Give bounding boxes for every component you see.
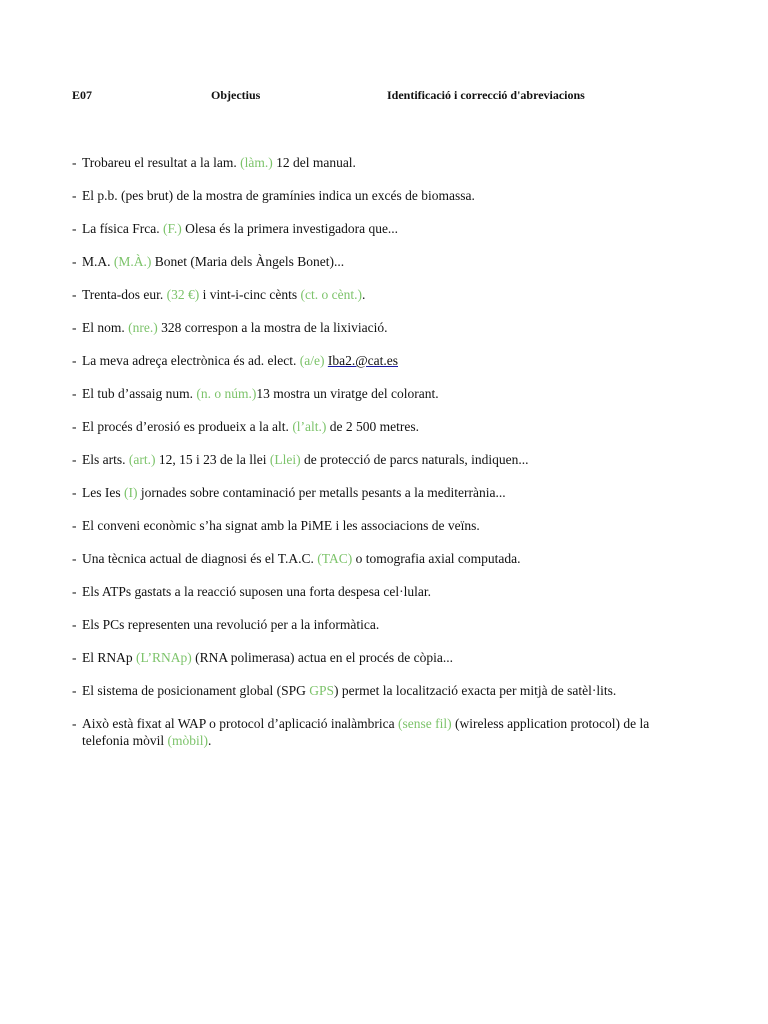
sentence-text: El p.b. (pes brut) de la mostra de gramínies indica un excés de biomassa. [82, 188, 475, 203]
sentence-text: La meva adreça electrònica és ad. elect. [82, 353, 300, 368]
list-item [72, 583, 672, 600]
list-item [72, 286, 672, 303]
sentence-text: Trenta-dos eur. [82, 287, 167, 302]
correction-text: (L’RNAp) [136, 650, 192, 665]
correction-text: GPS [309, 683, 334, 698]
list-item [72, 616, 672, 633]
correction-text: (I) [123, 485, 138, 500]
list-dash: - [72, 452, 77, 467]
sentence-text: ) permet la localització exacta per mitjà de satèl·lits. [334, 683, 617, 698]
sentence-text: Els arts. [82, 452, 129, 467]
list-item [72, 517, 672, 534]
list-item [72, 418, 672, 435]
exercise-title: Identificació i correcció d'abreviacions [387, 88, 585, 102]
sentence-text: 328 correspon a la mostra de la lixiviació. [157, 320, 388, 335]
sentence-text: El conveni econòmic s’ha signat amb la PiME i les associacions de veïns. [82, 518, 480, 533]
correction-text: (F.) [162, 221, 182, 236]
sentence-text: M.A. [82, 254, 114, 269]
list-dash: - [72, 551, 77, 566]
sentence-text: El procés d’erosió es produeix a la alt. [82, 419, 293, 434]
list-dash: - [72, 584, 77, 599]
list-item [72, 451, 672, 468]
sentence-text: 12 del manual. [272, 155, 356, 170]
sentence-text: (wireless application protocol) de la telefonia mòvil [82, 716, 650, 748]
sentence-text: o tomografia axial computada. [352, 551, 521, 566]
list-dash: - [72, 485, 77, 500]
correction-text: (Llei) [269, 452, 301, 467]
objectives-label: Objectius [211, 88, 261, 102]
list-item [72, 187, 672, 204]
list-item [72, 352, 672, 369]
list-dash: - [72, 617, 77, 632]
correction-text: (mòbil) [167, 733, 208, 748]
list-dash: - [72, 419, 77, 434]
sentence-text: Els ATPs gastats a la reacció suposen una forta despesa cel·lular. [82, 584, 432, 599]
sentence-text: El sistema de posicionament global (SPG [82, 683, 310, 698]
list-item [72, 220, 672, 237]
correction-text: (a/e) [299, 353, 325, 368]
sentence-text: (RNA polimerasa) actua en el procés de còpia... [191, 650, 454, 665]
list-item [72, 253, 672, 270]
sentence-text: . [207, 733, 212, 748]
sentence-text: La física Frca. [82, 221, 163, 236]
sentence-text: Bonet (Maria dels Àngels Bonet)... [151, 254, 345, 269]
sentence-text: Això està fixat al WAP o protocol d’aplicació inalàmbrica [82, 716, 399, 731]
list-item [72, 682, 672, 699]
sentence-text: Olesa és la primera investigadora que... [181, 221, 399, 236]
correction-text: (nre.) [128, 320, 158, 335]
list-dash: - [72, 683, 77, 698]
list-item [72, 550, 672, 567]
list-dash: - [72, 221, 77, 236]
sentence-list [72, 154, 672, 765]
sentence-text: El nom. [82, 320, 129, 335]
sentence-text: 13 mostra un viratge del colorant. [256, 386, 439, 401]
sentence-text: Trobareu el resultat a la lam. [82, 155, 241, 170]
list-dash: - [72, 254, 77, 269]
list-dash: - [72, 518, 77, 533]
sentence-text: 12, 15 i 23 de la llei [155, 452, 270, 467]
correction-text: (M.À.) [113, 254, 152, 269]
sentence-text: Una tècnica actual de diagnosi és el T.A.C. [82, 551, 318, 566]
sentence-text: de 2 500 metres. [326, 419, 420, 434]
sentence-text: . [361, 287, 366, 302]
correction-text: (sense fil) [398, 716, 452, 731]
correction-text: (làm.) [240, 155, 273, 170]
correction-text: (l’alt.) [292, 419, 327, 434]
list-item [72, 154, 672, 171]
list-dash: - [72, 353, 77, 368]
sentence-text: El tub d’assaig num. [82, 386, 197, 401]
exercise-code: E07 [72, 88, 93, 102]
list-dash: - [72, 188, 77, 203]
list-item [72, 649, 672, 666]
list-dash: - [72, 716, 77, 731]
sentence-text: El RNAp [82, 650, 136, 665]
sentence-text: Les Ies [82, 485, 124, 500]
list-dash: - [72, 320, 77, 335]
list-item [72, 715, 672, 749]
list-item [72, 319, 672, 336]
document-header [72, 88, 692, 104]
email-link[interactable]: Iba2.@cat.es [327, 353, 398, 368]
list-dash: - [72, 650, 77, 665]
correction-text: (n. o núm.) [196, 386, 257, 401]
list-item [72, 484, 672, 501]
sentence-text: de protecció de parcs naturals, indiquen... [300, 452, 529, 467]
list-dash: - [72, 155, 77, 170]
sentence-text: i vint-i-cinc cènts [199, 287, 301, 302]
sentence-text: Els PCs representen una revolució per a la informàtica. [82, 617, 380, 632]
correction-text: (art.) [128, 452, 156, 467]
correction-text: (ct. o cènt.) [300, 287, 362, 302]
sentence-text: jornades sobre contaminació per metalls pesants a la mediterrània... [137, 485, 506, 500]
list-dash: - [72, 386, 77, 401]
list-dash: - [72, 287, 77, 302]
correction-text: (TAC) [317, 551, 353, 566]
correction-text: (32 €) [166, 287, 200, 302]
list-item [72, 385, 672, 402]
